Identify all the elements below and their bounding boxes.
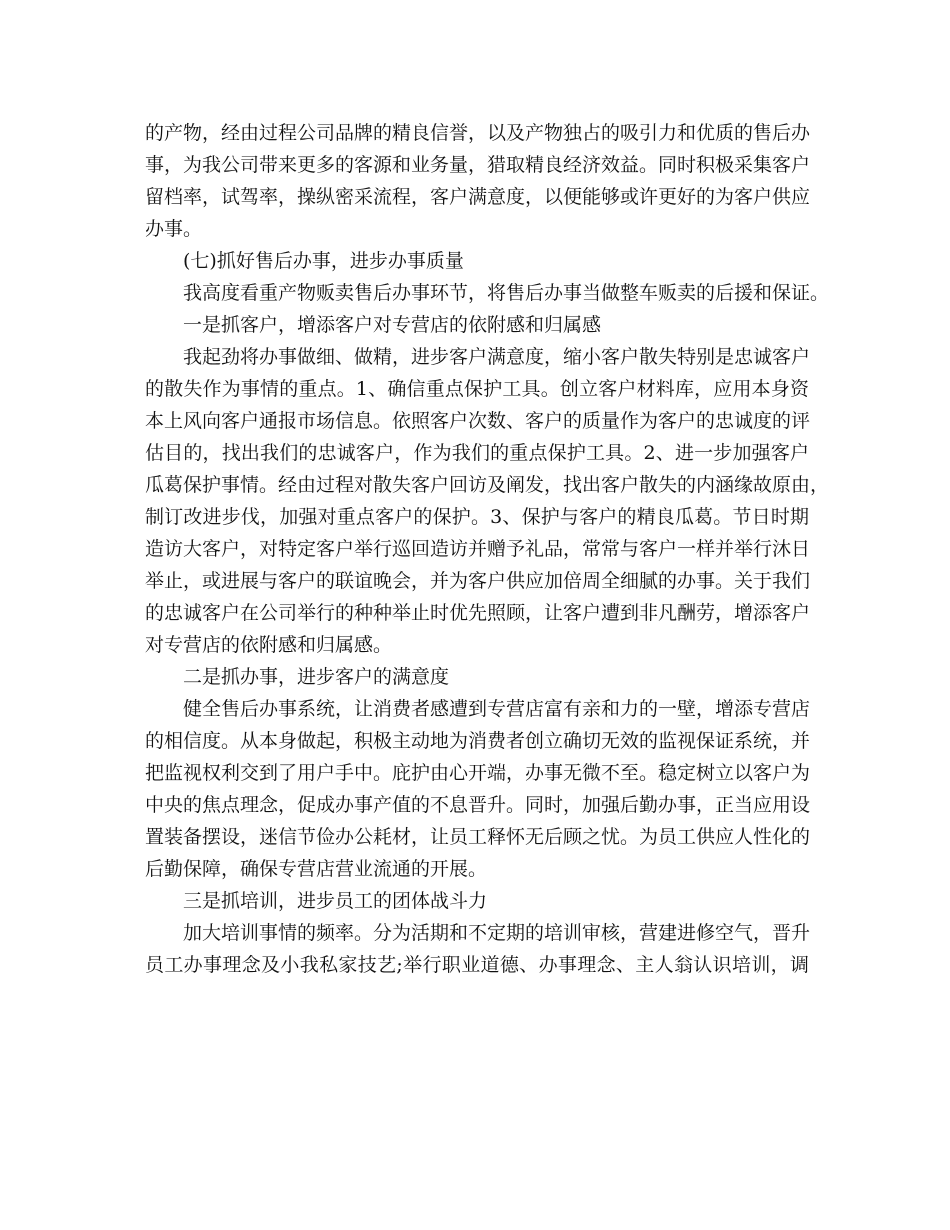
text-line: 中央的焦点理念，促成办事产值的不息晋升。同时，加强后勤办事，正当应用设 — [145, 794, 811, 816]
document-body — [145, 117, 830, 981]
text-line: 造访大客户，对特定客户举行巡回造访并赠予礼品，常常与客户一样并举行沐日 — [145, 538, 811, 560]
text-line: 本上风向客户通报市场信息。依照客户次数、客户的质量作为客户的忠诚度的评 — [145, 410, 811, 432]
text-line: 一是抓客户，增添客户对专营店的依附感和归属感 — [183, 314, 602, 336]
text-line: 的相信度。从本身做起，积极主动地为消费者创立确切无效的监视保证系统，并 — [145, 730, 811, 752]
text-line: 置装备摆设，迷信节俭办公耗材，让员工释怀无后顾之忧。为员工供应人性化的 — [145, 826, 811, 848]
text-line: 瓜葛保护事情。经由过程对散失客户回访及阐发，找出客户散失的内涵缘故原由， — [145, 474, 830, 496]
text-line: 的散失作为事情的重点。1、确信重点保护工具。创立客户材料库，应用本身资 — [145, 378, 809, 400]
text-line: 加大培训事情的频率。分为活期和不定期的培训审核，营建进修空气，晋升 — [183, 922, 811, 944]
text-line: 的忠诚客户在公司举行的种种举止时优先照顾，让客户遭到非凡酬劳，增添客户 — [145, 602, 811, 624]
text-line: 的产物，经由过程公司品牌的精良信誉，以及产物独占的吸引力和优质的售后办 — [145, 122, 811, 144]
text-line: 办事。 — [145, 218, 203, 240]
text-line: (七)抓好售后办事，进步办事质量 — [183, 250, 464, 272]
text-line: 把监视权利交到了用户手中。庇护由心开端，办事无微不至。稳定树立以客户为 — [145, 762, 811, 784]
text-line: 估目的，找出我们的忠诚客户，作为我们的重点保护工具。2、进一步加强客户 — [145, 442, 809, 464]
text-line: 举止，或进展与客户的联谊晚会，并为客户供应加倍周全细腻的办事。关于我们 — [145, 570, 811, 592]
text-line: 我高度看重产物贩卖售后办事环节，将售后办事当做整车贩卖的后援和保证。 — [183, 282, 830, 304]
text-line: 三是抓培训，进步员工的团体战斗力 — [183, 890, 488, 912]
text-line: 健全售后办事系统，让消费者感遭到专营店富有亲和力的一壁，增添专营店 — [183, 698, 811, 720]
text-line: 对专营店的依附感和归属感。 — [145, 634, 393, 656]
text-line: 二是抓办事，进步客户的满意度 — [183, 666, 450, 688]
text-line: 我起劲将办事做细、做精，进步客户满意度，缩小客户散失特别是忠诚客户 — [183, 346, 811, 368]
text-line: 留档率，试驾率，操纵密采流程，客户满意度，以便能够或许更好的为客户供应 — [145, 186, 811, 208]
text-line: 事，为我公司带来更多的客源和业务量，猎取精良经济效益。同时积极采集客户 — [145, 154, 811, 176]
text-line: 后勤保障，确保专营店营业流通的开展。 — [145, 858, 488, 880]
text-line: 员工办事理念及小我私家技艺;举行职业道德、办事理念、主人翁认识培训，调 — [145, 954, 809, 976]
text-line: 制订改进步伐，加强对重点客户的保护。3、保护与客户的精良瓜葛。节日时期 — [145, 506, 809, 528]
